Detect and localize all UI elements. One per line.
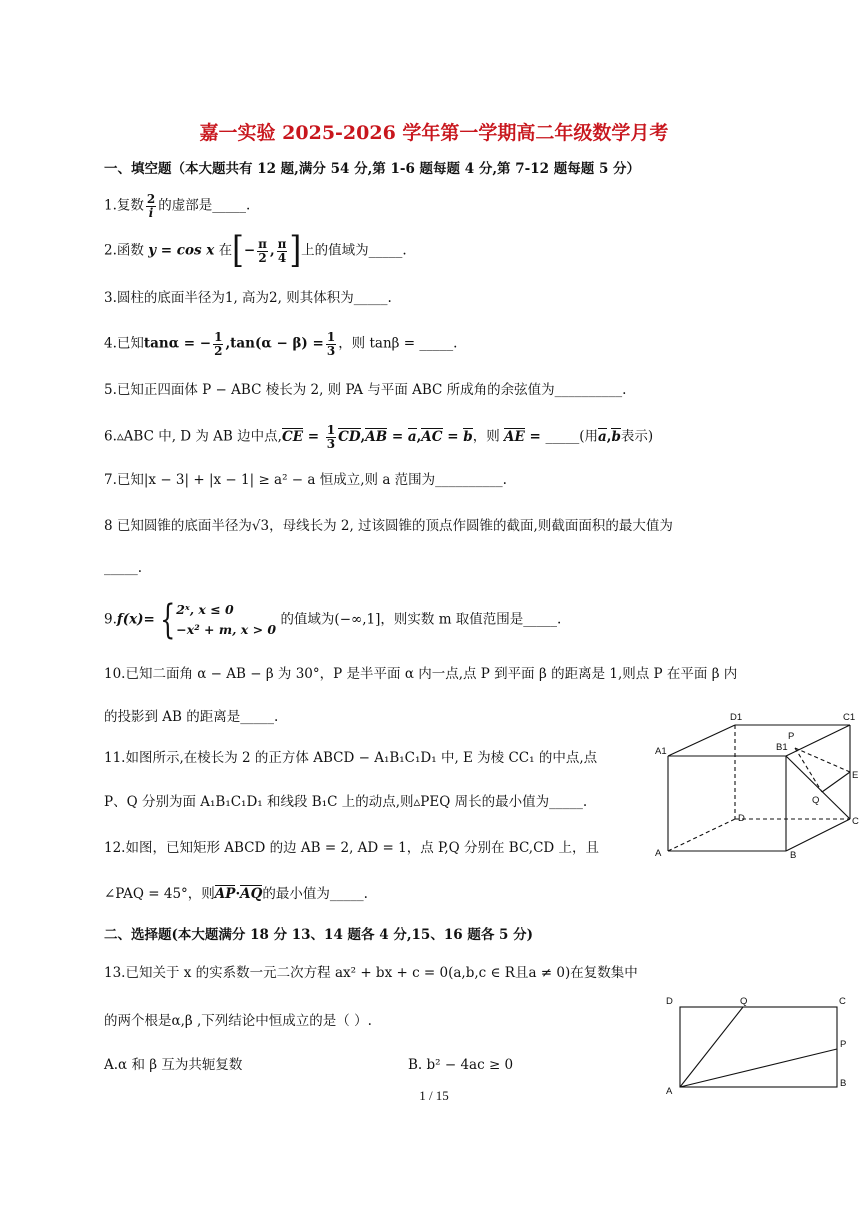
q6-vec-b: b bbox=[463, 428, 473, 445]
question-12-line1: 12.如图，已知矩形 ABCD 的边 AB = 2, AD = 1，点 P,Q 分别在 BC,CD 上，且 bbox=[104, 840, 600, 856]
q6-prefix: 6.▵ABC 中, D 为 AB 边中点, bbox=[104, 428, 282, 445]
q4-frac2 bbox=[326, 331, 336, 357]
question-13-line1: 13.已知关于 x 的实系数一元二次方程 ax² + bx + c = 0(a,b,c ∈ R且a ≠ 0)在复数集中 bbox=[104, 965, 638, 981]
cube-label-q: Q bbox=[812, 795, 820, 806]
q4-expr2: ,tan(α − β) = bbox=[225, 335, 324, 352]
q1-num: 2 bbox=[146, 192, 156, 206]
cube-label-d: D bbox=[738, 813, 745, 824]
rect-label-p: P bbox=[840, 1039, 847, 1050]
rect-label-c: C bbox=[839, 996, 846, 1007]
cube-label-e: E bbox=[852, 770, 859, 781]
q4-num1: 1 bbox=[214, 330, 223, 344]
q4-den1: 2 bbox=[214, 343, 223, 358]
q4-num2: 1 bbox=[326, 330, 336, 344]
q6-vec-ab: AB bbox=[365, 428, 388, 445]
q2-mid: 在 bbox=[218, 242, 233, 259]
question-13-line2: 的两个根是α,β ,下列结论中恒成立的是（ ）. bbox=[104, 1013, 372, 1029]
option-b: B. b² − 4ac ≥ 0 bbox=[408, 1057, 514, 1073]
q1-fraction bbox=[146, 193, 156, 219]
section-1-header: 一、填空题（本大题共有 12 题,满分 54 分,第 1-6 题每题 4 分,第 7-12 题每题 5 分） bbox=[104, 161, 641, 177]
question-5: 5.已知正四面体 P − ABC 棱长为 2, 则 PA 与平面 ABC 所成角的余弦值为__________. bbox=[104, 382, 627, 398]
rect-label-a: A bbox=[666, 1086, 673, 1097]
cube-label-p: P bbox=[788, 731, 795, 742]
exam-title: 嘉一实验 2025-2026 学年第一学期高二年级数学月考 bbox=[199, 122, 669, 144]
question-11-line1: 11.如图所示,在棱长为 2 的正方体 ABCD − A₁B₁C₁D₁ 中, E 为棱 CC₁ 的中点,点 bbox=[104, 750, 598, 766]
q1-suffix: 的虚部是_____. bbox=[158, 197, 251, 214]
q2-frac2 bbox=[277, 238, 288, 264]
q6-vec-ac: AC bbox=[421, 428, 443, 445]
q12-prefix: ∠PAQ = 45°，则 bbox=[104, 886, 215, 902]
cube-label-a: A bbox=[655, 848, 662, 859]
question-10-line2: 的投影到 AB 的距离是_____. bbox=[104, 709, 279, 725]
cube-label-b1: B1 bbox=[776, 742, 788, 753]
q6-vec-a: a bbox=[407, 428, 417, 445]
cube-label-d1: D1 bbox=[730, 712, 743, 723]
q2-right-bracket: ] bbox=[289, 229, 302, 272]
q6-vec-ae: AE bbox=[504, 428, 525, 445]
q1-den: i bbox=[148, 205, 154, 220]
q12-vec-ap: AP bbox=[214, 886, 236, 902]
question-9 bbox=[104, 597, 562, 643]
cube-label-a1: A1 bbox=[655, 746, 667, 757]
q9-brace: { bbox=[159, 597, 176, 643]
rect-label-b: B bbox=[840, 1078, 847, 1089]
q6-vec-ce: CE bbox=[281, 428, 303, 445]
q2-num2: π bbox=[277, 236, 287, 251]
q9-prefix: 9. bbox=[104, 611, 117, 628]
q12-suffix: 的最小值为_____. bbox=[262, 886, 368, 902]
rect-label-d: D bbox=[666, 996, 673, 1007]
q2-suffix: 上的值域为_____. bbox=[301, 242, 407, 259]
question-12-line2: ∠PAQ = 45°，则AP·AQ的最小值为_____. bbox=[104, 886, 368, 902]
q4-den2: 3 bbox=[326, 343, 336, 358]
question-1 bbox=[104, 193, 250, 219]
cube-label-b: B bbox=[790, 850, 797, 861]
question-4 bbox=[104, 331, 457, 357]
cube-label-c: C bbox=[852, 816, 859, 827]
q9-case2: −x² + m, x > 0 bbox=[176, 622, 277, 637]
question-8-line1: 8 已知圆锥的底面半径为√3，母线长为 2, 过该圆锥的顶点作圆锥的截面,则截面面积的最大值为 bbox=[104, 518, 673, 534]
question-8-line2: _____. bbox=[104, 560, 143, 576]
q2-frac1 bbox=[257, 238, 268, 264]
option-a: A.α 和 β 互为共轭复数 bbox=[104, 1057, 243, 1073]
q6-hint: (用 bbox=[579, 428, 599, 445]
q9-cases bbox=[176, 600, 276, 640]
q4-frac1 bbox=[213, 331, 223, 357]
q12-vec-aq: AQ bbox=[240, 886, 263, 902]
question-7: 7.已知|x − 3| + |x − 1| ≥ a² − a 恒成立,则 a 范围为__________. bbox=[104, 472, 507, 488]
question-11-line2: P、Q 分别为面 A₁B₁C₁D₁ 和线段 B₁C 上的动点,则▵PEQ 周长的最小值为_____. bbox=[104, 794, 588, 810]
q6-end: 表示) bbox=[620, 428, 654, 445]
q9-function: f(x)= bbox=[116, 611, 155, 628]
q6-den: 3 bbox=[326, 436, 336, 451]
q4-suffix: ，则 tanβ = _____. bbox=[338, 335, 458, 352]
cube-label-c1: C1 bbox=[843, 712, 856, 723]
rectangle-figure bbox=[660, 990, 860, 1100]
question-6: 6.▵ABC 中, D 为 AB 边中点,CE = $\frac{1}{3}$ CD,AB = a,AC = b，则 AE = _____(用a,b表示) bbox=[104, 423, 654, 451]
q4-expr1: tanα = − bbox=[143, 335, 212, 352]
q4-prefix: 4.已知 bbox=[104, 335, 144, 352]
q2-expression: y = cos x bbox=[148, 242, 215, 259]
q2-den1: 2 bbox=[258, 250, 267, 265]
q9-case1: 2ˣ, x ≤ 0 bbox=[176, 602, 234, 617]
cube-figure bbox=[650, 708, 865, 868]
page-number: 1 / 15 bbox=[419, 1088, 449, 1103]
q2-left-bracket: [ bbox=[232, 229, 244, 272]
q6-hint-vec-a: a bbox=[598, 428, 607, 445]
question-10-line1: 10.已知二面角 α − AB − β 为 30°，P 是半平面 α 内一点,点 P 到平面 β 的距离是 1,则点 P 在平面 β 内 bbox=[104, 666, 738, 682]
question-3: 3.圆柱的底面半径为1, 高为2, 则其体积为_____. bbox=[104, 290, 392, 306]
question-2: 2.函数 y = cos x 在[− $\frac{\pi}{2}$ , $\frac{\pi}{4}$ ]上的值域为_____. bbox=[104, 229, 407, 272]
rect-label-q: Q bbox=[740, 996, 748, 1007]
q6-num: 1 bbox=[326, 423, 336, 437]
q9-suffix: 的值域为(−∞,1]，则实数 m 取值范围是_____. bbox=[280, 611, 562, 628]
q6-hint-vec-b: b bbox=[611, 428, 621, 445]
q1-prefix: 1.复数 bbox=[104, 197, 144, 214]
q6-vec-cd: CD bbox=[338, 428, 361, 445]
q6-frac bbox=[326, 424, 336, 450]
q2-num1: π bbox=[258, 236, 267, 251]
section-2-header: 二、选择题(本大题满分 18 分 13、14 题各 4 分,15、16 题各 5 分) bbox=[104, 927, 533, 943]
q2-prefix: 2.函数 bbox=[104, 242, 144, 259]
q2-den2: 4 bbox=[277, 250, 287, 265]
